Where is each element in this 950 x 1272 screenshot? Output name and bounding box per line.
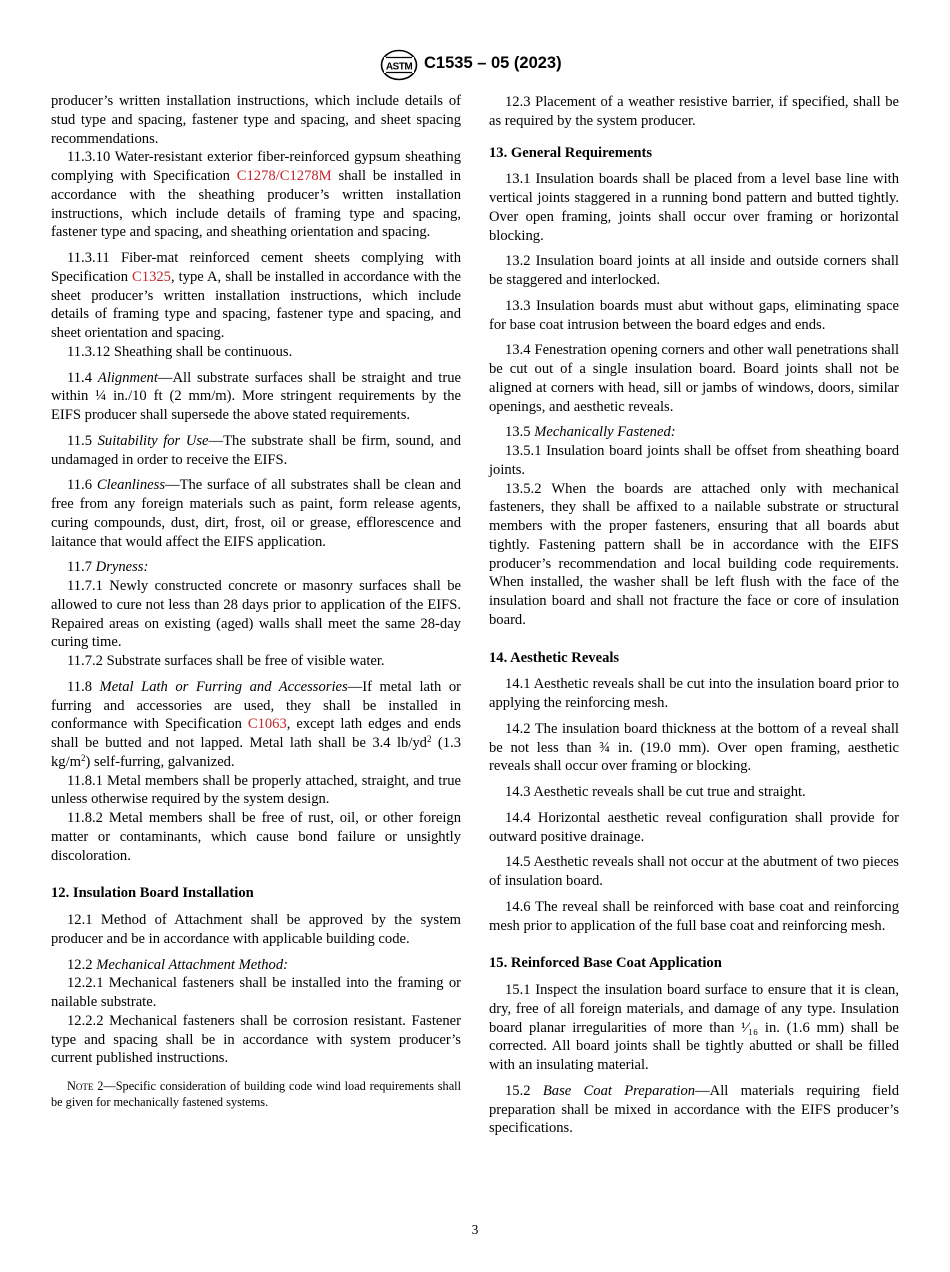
- note-2: Note 2—Specific consideration of building code wind load requirements shall be given for mechanically fastened systems.: [51, 1079, 461, 1109]
- paragraph-11-7: 11.7 Dryness:: [67, 559, 149, 576]
- paragraph-14-1: 14.1 Aesthetic reveals shall be cut into the insulation board prior to applying the reinforcing mesh.: [489, 676, 899, 711]
- section-heading-14: 14. Aesthetic Reveals: [489, 649, 620, 666]
- left-column: [51, 92, 461, 1110]
- paragraph-11-5: 11.5 Suitability for Use—The substrate shall be firm, sound, and undamaged in order to receive the EIFS.: [51, 432, 461, 468]
- paragraph-14-4: 14.4 Horizontal aesthetic reveal configuration shall provide for outward positive drainage.: [489, 809, 899, 845]
- paragraph-11-8: 11.8 Metal Lath or Furring and Accessories—If metal lath or furring and accessories are used, they shall be installed in conformance with Specification C1063, except lath edges and ends shall be butted and not lapped. Metal lath shall be 3.4 $lb/yd^2$ (1.3 $kg/m^2$) self-furring, galvanized.: [51, 678, 462, 770]
- paragraph-14-6: 14.6 The reveal shall be reinforced with base coat and reinforcing mesh prior to application of the full base coat and reinforcing mesh.: [489, 898, 899, 934]
- paragraph-14-3: 14.3 Aesthetic reveals shall be cut true and straight.: [505, 784, 806, 800]
- paragraph-12-2-2: 12.2.2 Mechanical fasteners shall be corrosion resistant. Fastener type and spacing shall be in accordance with system producer’s current published instructions.: [51, 1012, 461, 1067]
- spec-link-c1325[interactable]: C1325: [132, 268, 171, 285]
- paragraph: producer’s written installation instructions, which include details of stud type and spacing, fastener type and spacing, and sheet spacing recommendations.: [51, 93, 461, 147]
- paragraph-13-1: 13.1 Insulation boards shall be placed from a level base line with vertical joints staggered in a running bond pattern and butted tightly. Over open framing, joints shall occur over framing or horizontal blocking.: [489, 171, 899, 244]
- paragraph-11-8-1: 11.8.1 Metal members shall be properly attached, straight, and true unless otherwise required by the system design.: [51, 772, 461, 808]
- page-number: 3: [471, 1222, 479, 1237]
- paragraph-13-2: 13.2 Insulation board joints at all inside and outside corners shall be staggered and interlocked.: [489, 253, 899, 288]
- paragraph-12-2-1: 12.2.1 Mechanical fasteners shall be installed into the framing or nailable substrate.: [51, 975, 461, 1010]
- paragraph-11-3-12: 11.3.12 Sheathing shall be continuous.: [67, 343, 293, 360]
- paragraph-11-8-2: 11.8.2 Metal members shall be free of rust, oil, or other foreign matter or contaminants, which cause bond failure or unsightly discoloration.: [51, 810, 461, 864]
- astm-logo-icon: [380, 49, 418, 81]
- paragraph-11-4: 11.4 Alignment—All substrate surfaces shall be straight and true within ¼ in./10 ft (2 mm/m). More stringent requirements by the EIFS producer shall supersede the above stated requirements.: [51, 369, 461, 423]
- section-heading-12: 12. Insulation Board Installation: [51, 885, 254, 902]
- paragraph-11-3-11: 11.3.11 Fiber-mat reinforced cement sheets complying with Specification C1325, type A, shall be installed in accordance with the sheet producer’s written installation instructions, which include details of framing type and spacing, fastener type and spacing, and sheet orientation and spacing.: [51, 250, 461, 341]
- paragraph-11-7-1: 11.7.1 Newly constructed concrete or masonry surfaces shall be allowed to cure not less than 28 days prior to application of the EIFS. Repaired areas on existing (aged) walls shall meet the same 28-day curing time.: [51, 578, 461, 651]
- paragraph-15-2: 15.2 Base Coat Preparation—All materials requiring field preparation shall be mixed in accordance with the EIFS producer’s specifications.: [489, 1082, 899, 1137]
- right-column: [489, 93, 899, 1138]
- spec-link-c1063[interactable]: C1063: [247, 716, 287, 733]
- paragraph-13-5-2: 13.5.2 When the boards are attached only with mechanical fasteners, they shall be affixed to a nailable substrate or structural members with the proper fasteners, ensuring that all boards abut tightly. Fastening pattern shall be in accordance with the EIFS producer’s recommendation and local building code requirements. When installed, the washer shall be left flush with the face of the insulation board and shall not fracture the face or core of insulation board.: [489, 480, 899, 628]
- paragraph-11-6: 11.6 Cleanliness—The surface of all substrates shall be clean and free from any foreign materials such as paint, form release agents, curing compounds, dust, dirt, frost, oil or grease, efflorescence and laitance that would affect the EIFS application.: [51, 477, 461, 550]
- paragraph-11-7-2: 11.7.2 Substrate surfaces shall be free of visible water.: [67, 653, 385, 669]
- paragraph-13-5-1: 13.5.1 Insulation board joints shall be offset from sheathing board joints.: [489, 443, 899, 478]
- logo-text: ASTM: [385, 61, 413, 73]
- section-heading-13: 13. General Requirements: [489, 144, 653, 161]
- spec-link-c1278[interactable]: C1278/C1278M: [236, 168, 332, 184]
- paragraph-11-3-10: 11.3.10 Water-resistant exterior fiber-reinforced gypsum sheathing complying with Specification C1278/C1278M shall be installed in accordance with the sheathing producer’s written installation instructions, which include details of framing type and spacing, fastener type and spacing, and sheathing orientation and spacing.: [51, 149, 462, 241]
- paragraph-12-3: 12.3 Placement of a weather resistive barrier, if specified, shall be as required by the system producer.: [489, 94, 899, 129]
- paragraph-14-5: 14.5 Aesthetic reveals shall not occur at the abutment of two pieces of insulation board.: [489, 854, 899, 889]
- document-designation: C1535 – 05 (2023): [424, 54, 562, 72]
- paragraph-13-3: 13.3 Insulation boards must abut without gaps, eliminating space for base coat intrusion between the board edges and ends.: [489, 297, 899, 333]
- page-header: [0, 48, 950, 82]
- paragraph-15-1: 15.1 Inspect the insulation board surface to ensure that it is clean, dry, free of all foreign materials, and damage of any type. Insulation board planar irregularities of more than ¹⁄₁₆ in. (1.6 mm) shall be corrected. All board joints shall be tightly abutted or shall be filled with an insulating material.: [489, 982, 899, 1073]
- paragraph-14-2: 14.2 The insulation board thickness at the bottom of a reveal shall be not less than ¾ in. (19.0 mm). Over open framing, aesthetic reveals shall occur over framing or blocking.: [489, 720, 899, 775]
- paragraph-13-4: 13.4 Fenestration opening corners and other wall penetrations shall be cut out of a single insulation board. Board joints shall not be aligned at corners with head, sill or jambs of windows, doors, similar openings, and aesthetic reveals.: [489, 342, 899, 415]
- paragraph-12-1: 12.1 Method of Attachment shall be approved by the system producer and be in accordance with applicable building code.: [51, 912, 461, 947]
- section-heading-15: 15. Reinforced Base Coat Application: [489, 955, 722, 972]
- paragraph-13-5: 13.5 Mechanically Fastened:: [505, 424, 676, 441]
- paragraph-12-2: 12.2 Mechanical Attachment Method:: [67, 956, 289, 973]
